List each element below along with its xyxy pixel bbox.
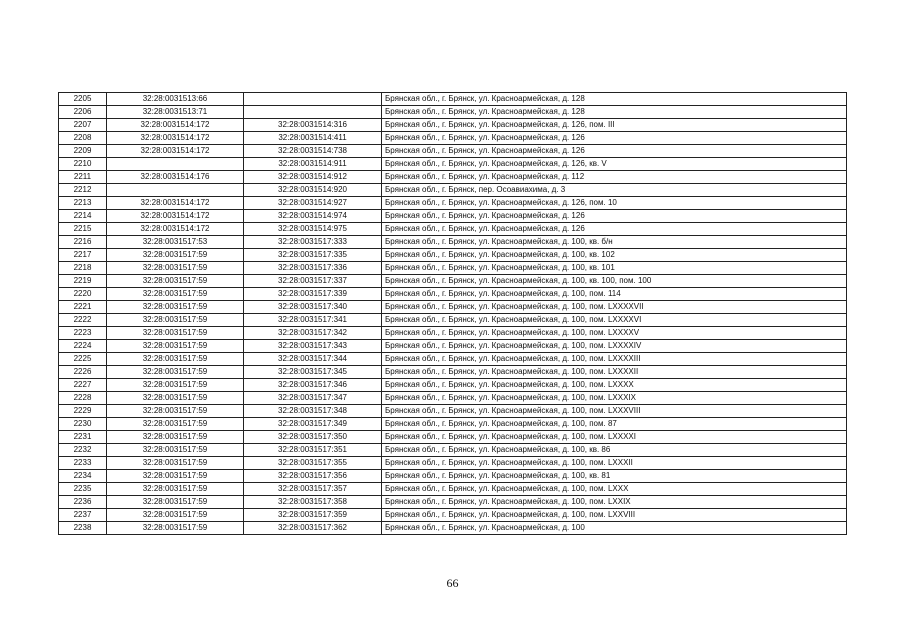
- address-cell: Брянская обл., г. Брянск, ул. Красноармейская, д. 100, пом. LXXXXV: [382, 327, 847, 340]
- address-cell: Брянская обл., г. Брянск, пер. Осоавиахима, д. 3: [382, 184, 847, 197]
- row-number: 2231: [59, 431, 107, 444]
- address-cell: Брянская обл., г. Брянск, ул. Красноармейская, д. 100, пом. LXXXIX: [382, 392, 847, 405]
- cadastral-number-b: 32:28:0031514:912: [244, 171, 382, 184]
- address-cell: Брянская обл., г. Брянск, ул. Красноармейская, д. 126, пом. III: [382, 119, 847, 132]
- address-cell: Брянская обл., г. Брянск, ул. Красноармейская, д. 128: [382, 93, 847, 106]
- table-row: [59, 405, 847, 418]
- table-row: [59, 262, 847, 275]
- row-number: 2238: [59, 522, 107, 535]
- row-number: 2211: [59, 171, 107, 184]
- row-number: 2229: [59, 405, 107, 418]
- cadastral-number-b: 32:28:0031514:974: [244, 210, 382, 223]
- table-body: [59, 93, 847, 535]
- row-number: 2208: [59, 132, 107, 145]
- table-row: [59, 418, 847, 431]
- table-row: [59, 145, 847, 158]
- cadastral-number-b: 32:28:0031517:345: [244, 366, 382, 379]
- cadastral-number-a: 32:28:0031517:59: [107, 275, 244, 288]
- page-number: 66: [446, 576, 459, 590]
- cadastral-number-b: 32:28:0031517:348: [244, 405, 382, 418]
- row-number: 2212: [59, 184, 107, 197]
- cadastral-number-a: 32:28:0031517:59: [107, 262, 244, 275]
- row-number: 2222: [59, 314, 107, 327]
- row-number: 2218: [59, 262, 107, 275]
- table-row: [59, 470, 847, 483]
- table-row: [59, 132, 847, 145]
- row-number: 2210: [59, 158, 107, 171]
- cadastral-number-b: 32:28:0031517:350: [244, 431, 382, 444]
- table-row: [59, 431, 847, 444]
- cadastral-number-a: 32:28:0031517:59: [107, 314, 244, 327]
- table-row: [59, 184, 847, 197]
- table-row: [59, 522, 847, 535]
- table-row: [59, 444, 847, 457]
- address-cell: Брянская обл., г. Брянск, ул. Красноармейская, д. 126, пом. 10: [382, 197, 847, 210]
- cadastral-number-b: [244, 106, 382, 119]
- row-number: 2216: [59, 236, 107, 249]
- table-row: [59, 197, 847, 210]
- address-cell: Брянская обл., г. Брянск, ул. Красноармейская, д. 100, пом. LXXXXIII: [382, 353, 847, 366]
- table-row: [59, 93, 847, 106]
- address-cell: Брянская обл., г. Брянск, ул. Красноармейская, д. 100: [382, 522, 847, 535]
- cadastral-number-b: 32:28:0031517:347: [244, 392, 382, 405]
- address-cell: Брянская обл., г. Брянск, ул. Красноармейская, д. 100, пом. LXXXXIV: [382, 340, 847, 353]
- row-number: 2221: [59, 301, 107, 314]
- table-row: [59, 119, 847, 132]
- cadastral-number-b: 32:28:0031517:358: [244, 496, 382, 509]
- cadastral-number-a: 32:28:0031514:172: [107, 197, 244, 210]
- table-row: [59, 106, 847, 119]
- address-cell: Брянская обл., г. Брянск, ул. Красноармейская, д. 100, пом. LXXXXI: [382, 431, 847, 444]
- cadastral-number-b: 32:28:0031514:927: [244, 197, 382, 210]
- cadastral-number-b: 32:28:0031517:342: [244, 327, 382, 340]
- cadastral-number-a: 32:28:0031517:53: [107, 236, 244, 249]
- address-cell: Брянская обл., г. Брянск, ул. Красноармейская, д. 100, пом. LXXXX: [382, 379, 847, 392]
- row-number: 2233: [59, 457, 107, 470]
- table-row: [59, 353, 847, 366]
- table-row: [59, 158, 847, 171]
- cadastral-number-a: 32:28:0031517:59: [107, 444, 244, 457]
- table-row: [59, 275, 847, 288]
- address-cell: Брянская обл., г. Брянск, ул. Красноармейская, д. 100, пом. LXXX: [382, 483, 847, 496]
- cadastral-number-a: 32:28:0031517:59: [107, 418, 244, 431]
- table-row: [59, 223, 847, 236]
- table-row: [59, 236, 847, 249]
- table-row: [59, 379, 847, 392]
- address-cell: Брянская обл., г. Брянск, ул. Красноармейская, д. 100, кв. 86: [382, 444, 847, 457]
- row-number: 2237: [59, 509, 107, 522]
- cadastral-number-a: [107, 184, 244, 197]
- cadastral-number-a: 32:28:0031517:59: [107, 353, 244, 366]
- cadastral-number-b: 32:28:0031517:355: [244, 457, 382, 470]
- address-cell: Брянская обл., г. Брянск, ул. Красноармейская, д. 126: [382, 210, 847, 223]
- cadastral-number-a: 32:28:0031513:66: [107, 93, 244, 106]
- cadastral-number-b: 32:28:0031517:351: [244, 444, 382, 457]
- cadastral-number-a: 32:28:0031517:59: [107, 483, 244, 496]
- cadastral-number-b: 32:28:0031514:411: [244, 132, 382, 145]
- row-number: 2223: [59, 327, 107, 340]
- table-row: [59, 392, 847, 405]
- cadastral-number-b: 32:28:0031517:359: [244, 509, 382, 522]
- table-row: [59, 171, 847, 184]
- address-cell: Брянская обл., г. Брянск, ул. Красноармейская, д. 126: [382, 145, 847, 158]
- row-number: 2220: [59, 288, 107, 301]
- cadastral-number-a: 32:28:0031514:172: [107, 145, 244, 158]
- cadastral-number-a: 32:28:0031514:172: [107, 132, 244, 145]
- cadastral-number-a: 32:28:0031517:59: [107, 392, 244, 405]
- address-cell: Брянская обл., г. Брянск, ул. Красноармейская, д. 100, пом. 87: [382, 418, 847, 431]
- cadastral-number-b: 32:28:0031514:738: [244, 145, 382, 158]
- cadastral-number-a: 32:28:0031517:59: [107, 301, 244, 314]
- table-row: [59, 210, 847, 223]
- address-cell: Брянская обл., г. Брянск, ул. Красноармейская, д. 128: [382, 106, 847, 119]
- address-cell: Брянская обл., г. Брянск, ул. Красноармейская, д. 100, кв. 100, пом. 100: [382, 275, 847, 288]
- cadastral-number-a: 32:28:0031517:59: [107, 288, 244, 301]
- cadastral-number-a: [107, 158, 244, 171]
- table-row: [59, 457, 847, 470]
- row-number: 2209: [59, 145, 107, 158]
- address-cell: Брянская обл., г. Брянск, ул. Красноармейская, д. 100, пом. LXXIX: [382, 496, 847, 509]
- cadastral-number-b: 32:28:0031517:344: [244, 353, 382, 366]
- cadastral-number-a: 32:28:0031514:172: [107, 119, 244, 132]
- cadastral-number-b: 32:28:0031517:343: [244, 340, 382, 353]
- row-number: 2230: [59, 418, 107, 431]
- row-number: 2215: [59, 223, 107, 236]
- cadastral-number-b: 32:28:0031514:975: [244, 223, 382, 236]
- cadastral-number-a: 32:28:0031517:59: [107, 509, 244, 522]
- cadastral-number-b: 32:28:0031514:920: [244, 184, 382, 197]
- cadastral-number-a: 32:28:0031517:59: [107, 405, 244, 418]
- cadastral-number-b: 32:28:0031517:337: [244, 275, 382, 288]
- cadastral-number-b: 32:28:0031517:333: [244, 236, 382, 249]
- cadastral-number-a: 32:28:0031517:59: [107, 366, 244, 379]
- cadastral-number-a: 32:28:0031517:59: [107, 379, 244, 392]
- table-row: [59, 327, 847, 340]
- address-cell: Брянская обл., г. Брянск, ул. Красноармейская, д. 100, кв. 101: [382, 262, 847, 275]
- address-cell: Брянская обл., г. Брянск, ул. Красноармейская, д. 100, пом. 114: [382, 288, 847, 301]
- cadastral-number-b: [244, 93, 382, 106]
- row-number: 2226: [59, 366, 107, 379]
- cadastral-number-b: 32:28:0031517:349: [244, 418, 382, 431]
- address-cell: Брянская обл., г. Брянск, ул. Красноармейская, д. 100, пом. LXXXXII: [382, 366, 847, 379]
- address-cell: Брянская обл., г. Брянск, ул. Красноармейская, д. 100, кв. 81: [382, 470, 847, 483]
- cadastral-number-a: 32:28:0031517:59: [107, 496, 244, 509]
- cadastral-number-b: 32:28:0031514:316: [244, 119, 382, 132]
- address-cell: Брянская обл., г. Брянск, ул. Красноармейская, д. 126: [382, 132, 847, 145]
- table-row: [59, 509, 847, 522]
- cadastral-number-a: 32:28:0031517:59: [107, 431, 244, 444]
- address-cell: Брянская обл., г. Брянск, ул. Красноармейская, д. 126: [382, 223, 847, 236]
- cadastral-number-b: 32:28:0031514:911: [244, 158, 382, 171]
- cadastral-number-b: 32:28:0031517:336: [244, 262, 382, 275]
- cadastral-number-a: 32:28:0031517:59: [107, 340, 244, 353]
- address-cell: Брянская обл., г. Брянск, ул. Красноармейская, д. 100, пом. LXXXVIII: [382, 405, 847, 418]
- row-number: 2232: [59, 444, 107, 457]
- address-cell: Брянская обл., г. Брянск, ул. Красноармейская, д. 126, кв. V: [382, 158, 847, 171]
- address-cell: Брянская обл., г. Брянск, ул. Красноармейская, д. 100, кв. 102: [382, 249, 847, 262]
- row-number: 2235: [59, 483, 107, 496]
- row-number: 2217: [59, 249, 107, 262]
- cadastral-number-b: 32:28:0031517:362: [244, 522, 382, 535]
- row-number: 2236: [59, 496, 107, 509]
- row-number: 2214: [59, 210, 107, 223]
- cadastral-number-b: 32:28:0031517:357: [244, 483, 382, 496]
- table-row: [59, 483, 847, 496]
- cadastral-number-a: 32:28:0031513:71: [107, 106, 244, 119]
- row-number: 2207: [59, 119, 107, 132]
- address-cell: Брянская обл., г. Брянск, ул. Красноармейская, д. 112: [382, 171, 847, 184]
- table-row: [59, 496, 847, 509]
- table-row: [59, 340, 847, 353]
- address-cell: Брянская обл., г. Брянск, ул. Красноармейская, д. 100, кв. б/н: [382, 236, 847, 249]
- cadastral-number-b: 32:28:0031517:356: [244, 470, 382, 483]
- table-row: [59, 301, 847, 314]
- cadastral-table: [58, 92, 847, 535]
- row-number: 2206: [59, 106, 107, 119]
- row-number: 2224: [59, 340, 107, 353]
- row-number: 2205: [59, 93, 107, 106]
- cadastral-number-a: 32:28:0031514:172: [107, 210, 244, 223]
- address-cell: Брянская обл., г. Брянск, ул. Красноармейская, д. 100, пом. LXXVIII: [382, 509, 847, 522]
- cadastral-number-b: 32:28:0031517:335: [244, 249, 382, 262]
- cadastral-number-a: 32:28:0031517:59: [107, 470, 244, 483]
- cadastral-number-a: 32:28:0031517:59: [107, 457, 244, 470]
- address-cell: Брянская обл., г. Брянск, ул. Красноармейская, д. 100, пом. LXXXXVI: [382, 314, 847, 327]
- cadastral-number-a: 32:28:0031514:172: [107, 223, 244, 236]
- cadastral-number-b: 32:28:0031517:341: [244, 314, 382, 327]
- row-number: 2219: [59, 275, 107, 288]
- table-row: [59, 288, 847, 301]
- row-number: 2213: [59, 197, 107, 210]
- address-cell: Брянская обл., г. Брянск, ул. Красноармейская, д. 100, пом. LXXXXVII: [382, 301, 847, 314]
- row-number: 2225: [59, 353, 107, 366]
- cadastral-number-a: 32:28:0031517:59: [107, 327, 244, 340]
- cadastral-number-b: 32:28:0031517:340: [244, 301, 382, 314]
- cadastral-number-a: 32:28:0031517:59: [107, 249, 244, 262]
- table-row: [59, 314, 847, 327]
- table-row: [59, 249, 847, 262]
- row-number: 2228: [59, 392, 107, 405]
- cadastral-number-b: 32:28:0031517:346: [244, 379, 382, 392]
- table-row: [59, 366, 847, 379]
- row-number: 2234: [59, 470, 107, 483]
- cadastral-number-a: 32:28:0031517:59: [107, 522, 244, 535]
- row-number: 2227: [59, 379, 107, 392]
- cadastral-number-b: 32:28:0031517:339: [244, 288, 382, 301]
- cadastral-number-a: 32:28:0031514:176: [107, 171, 244, 184]
- address-cell: Брянская обл., г. Брянск, ул. Красноармейская, д. 100, пом. LXXXII: [382, 457, 847, 470]
